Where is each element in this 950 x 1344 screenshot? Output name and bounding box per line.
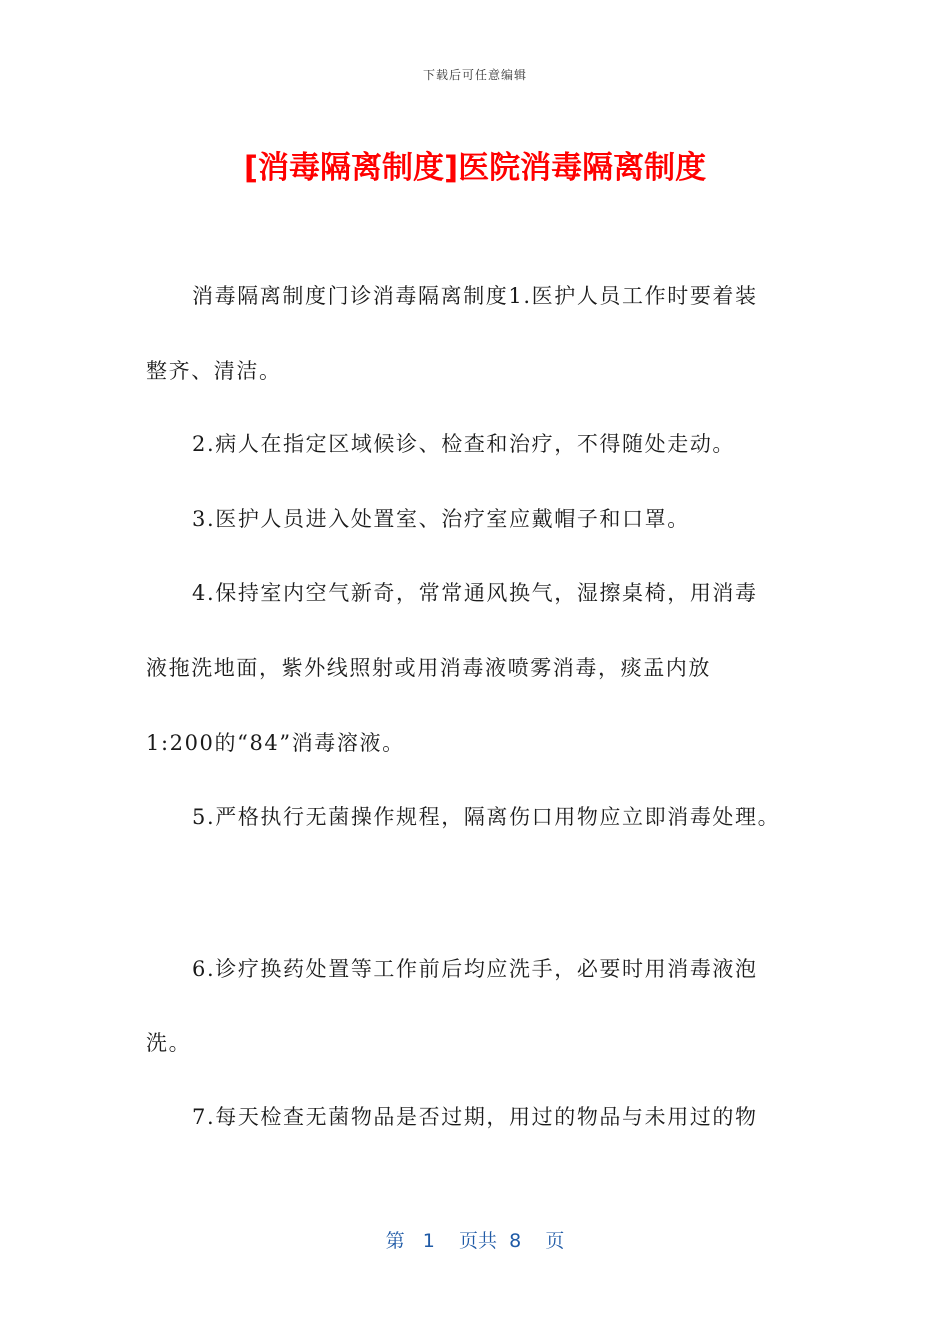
- body-line-2: 整齐、清洁。: [146, 359, 282, 383]
- page-label-prefix: 第: [385, 1230, 405, 1252]
- header-note: 下载后可任意编辑: [422, 68, 527, 82]
- body-line-6: 液拖洗地面，紫外线照射或用消毒液喷雾消毒，痰盂内放: [146, 656, 711, 680]
- page-label-suffix: 页: [545, 1230, 565, 1252]
- page-label-mid: 页共: [459, 1230, 498, 1252]
- body-line-8: 5.严格执行无菌操作规程，隔离伤口用物应立即消毒处理。: [192, 805, 781, 829]
- body-line-10: 洗。: [146, 1031, 192, 1055]
- body-line-11: 7.每天检查无菌物品是否过期，用过的物品与未用过的物: [192, 1105, 758, 1129]
- body-line-5: 4.保持室内空气新奇，常常通风换气，湿擦桌椅，用消毒: [192, 581, 758, 605]
- document-title: [消毒隔离制度]医院消毒隔离制度: [243, 150, 707, 186]
- page-footer: [0, 1226, 950, 1253]
- body-line-4: 3.医护人员进入处置室、治疗室应戴帽子和口罩。: [192, 507, 690, 531]
- body-line-1: 消毒隔离制度门诊消毒隔离制度1.医护人员工作时要着装: [192, 284, 758, 308]
- body-line-7: 1:200的“84”消毒溶液。: [146, 731, 405, 755]
- total-pages-number: 8: [509, 1230, 522, 1252]
- body-line-9: 6.诊疗换药处置等工作前后均应洗手，必要时用消毒液泡: [192, 957, 758, 981]
- current-page-number: 1: [422, 1230, 435, 1252]
- body-line-3: 2.病人在指定区域候诊、检查和治疗，不得随处走动。: [192, 432, 736, 456]
